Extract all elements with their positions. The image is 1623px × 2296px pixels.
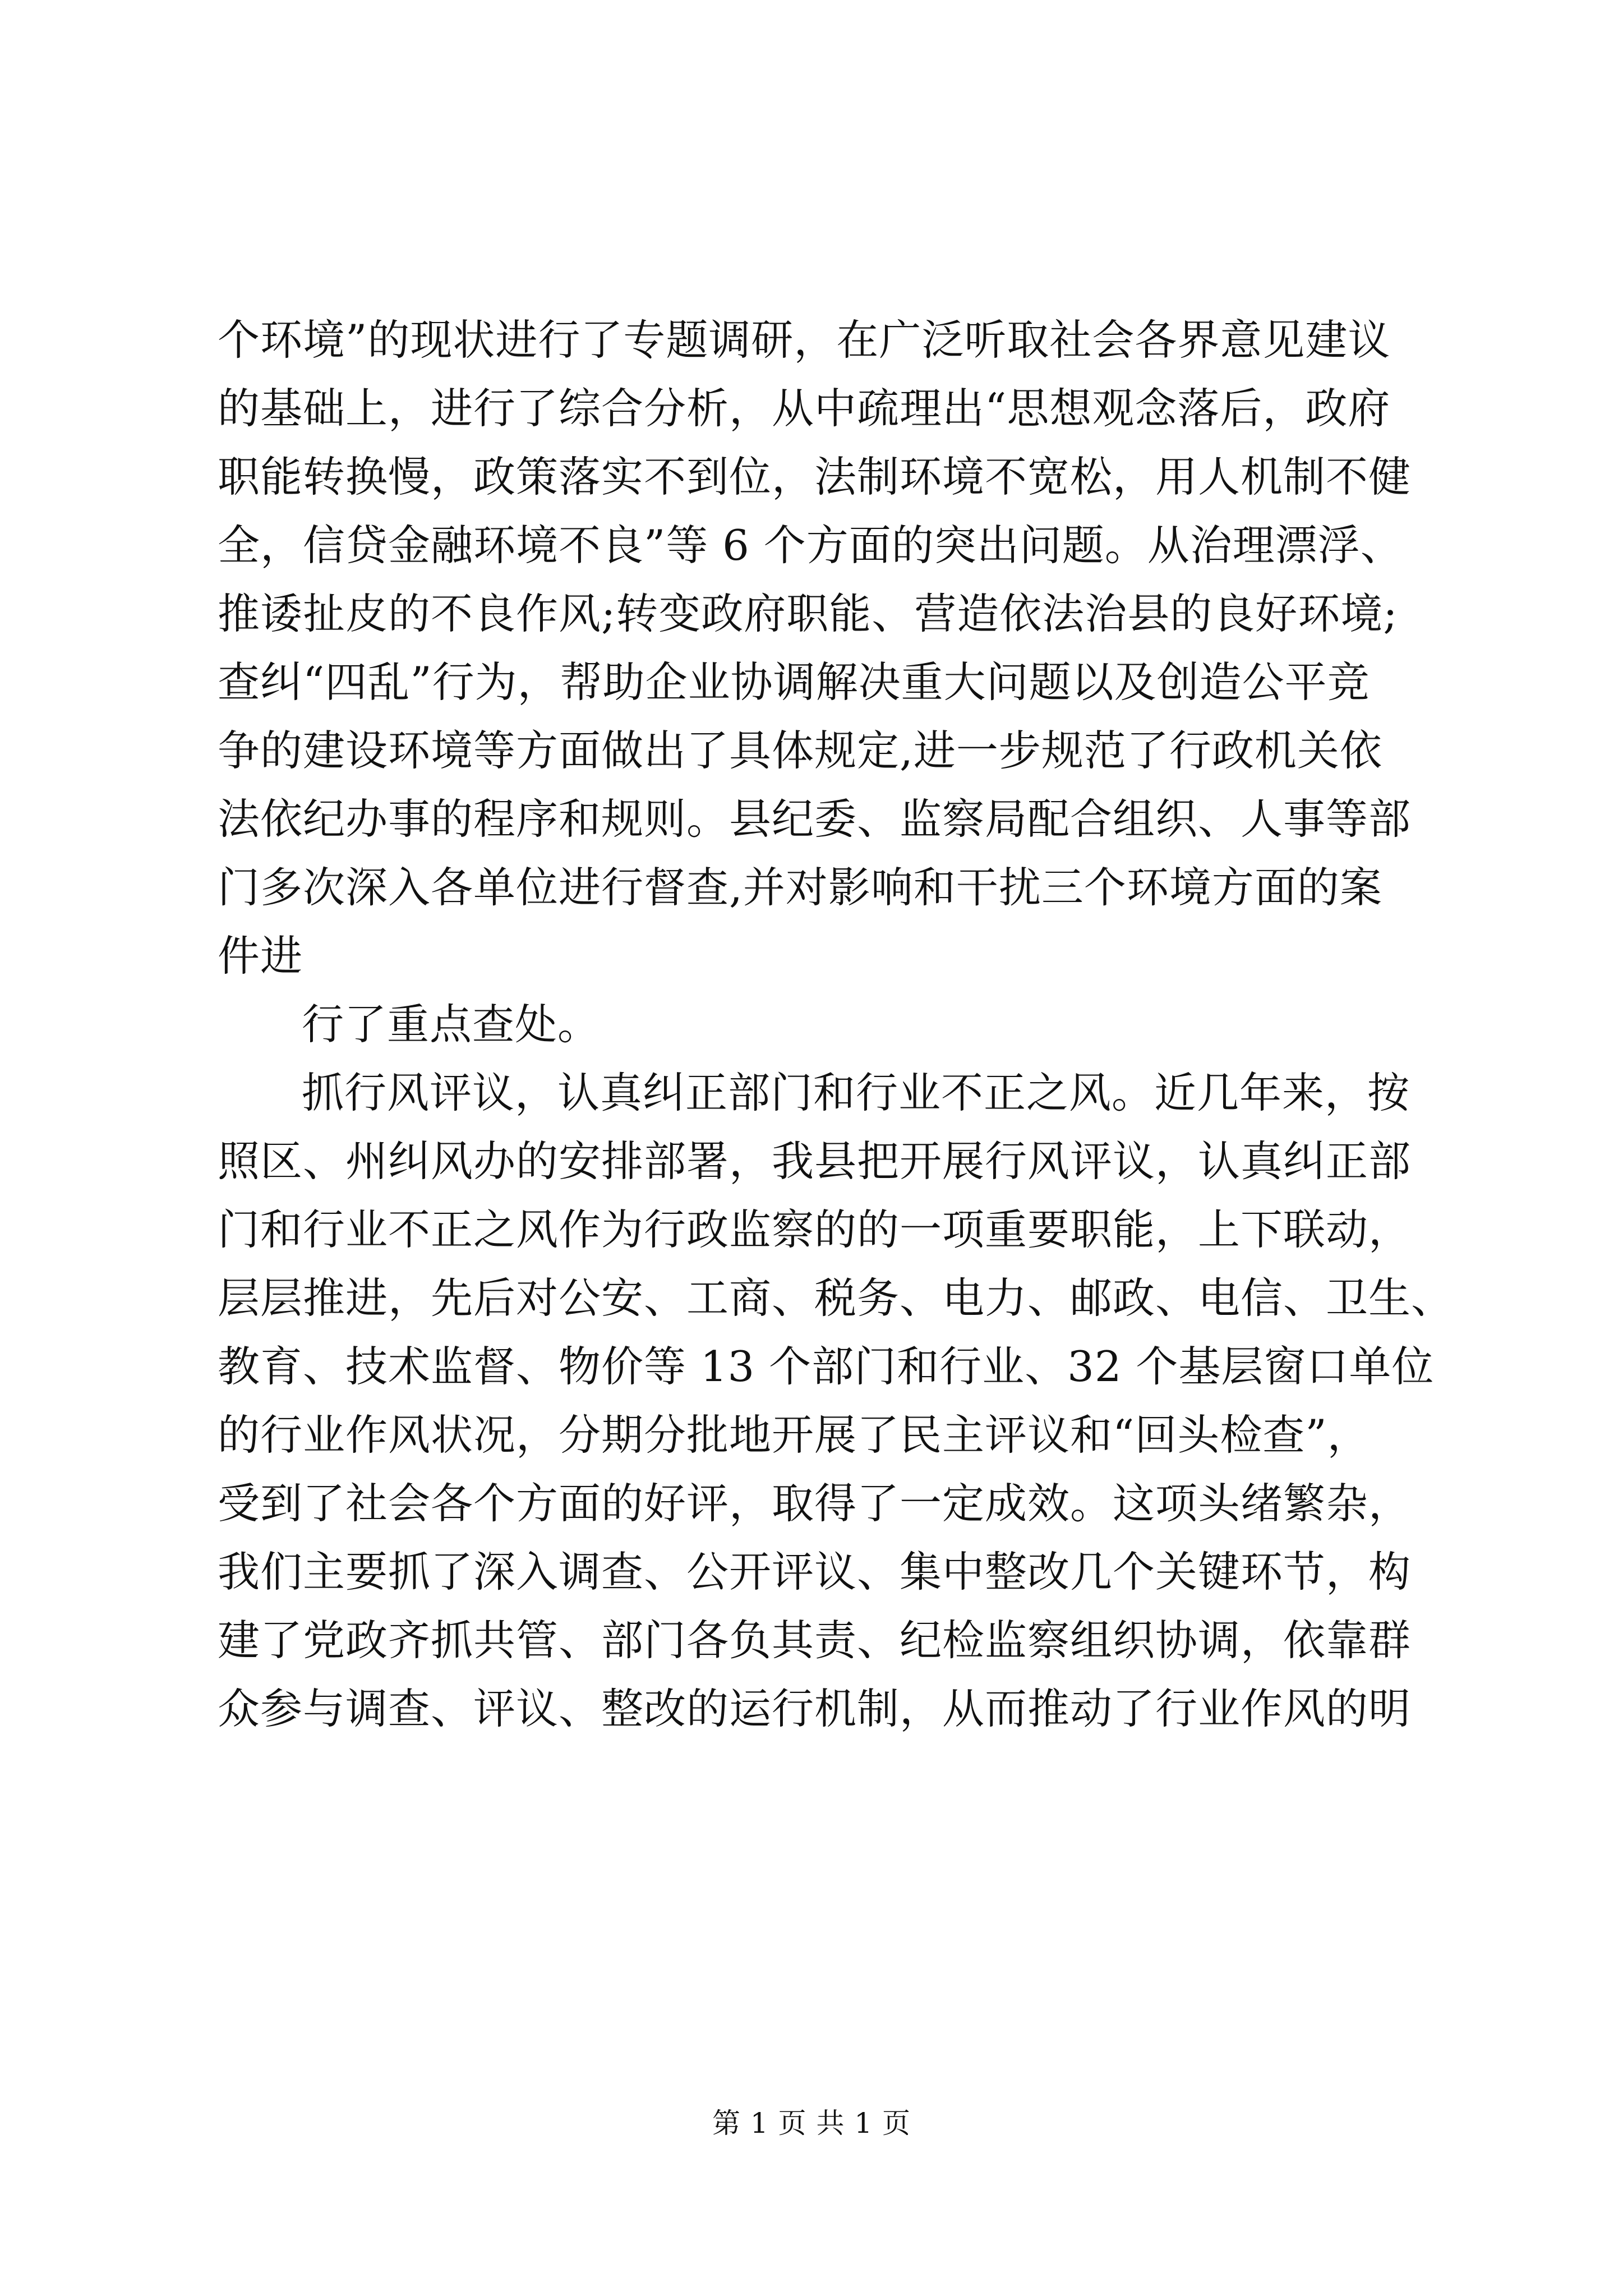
text-line: 推诿扯皮的不良作风;转变政府职能、营造依法治县的良好环境; xyxy=(218,589,1398,638)
text-line: 层层推进，先后对公安、工商、税务、电力、邮政、电信、卫生、 xyxy=(218,1273,1454,1323)
text-line: 职能转换慢，政策落实不到位，法制环境不宽松，用人机制不健 xyxy=(218,452,1412,501)
page-number-footer: 第 1 页 共 1 页 xyxy=(712,2107,911,2139)
text-line: 法依纪办事的程序和规则。县纪委、监察局配合组织、人事等部 xyxy=(218,794,1412,844)
text-line: 照区、州纠风办的安排部署，我县把开展行风评议，认真纠正部 xyxy=(218,1137,1412,1186)
text-line: 争的建设环境等方面做出了具体规定,进一步规范了行政机关依 xyxy=(218,726,1382,775)
paragraph-line: 行了重点查处。 xyxy=(302,1000,601,1049)
text-line: 建了党政齐抓共管、部门各负其责、纪检监察组织协调，依靠群 xyxy=(218,1616,1412,1665)
text-line: 查纠“四乱”行为，帮助企业协调解决重大问题以及创造公平竞 xyxy=(218,657,1370,707)
document-body xyxy=(218,306,1454,1743)
text-line: 我们主要抓了深入调查、公开评议、集中整改几个关键环节，构 xyxy=(218,1547,1412,1596)
paragraph-first-line: 抓行风评议，认真纠正部门和行业不正之风。近几年来，按 xyxy=(302,1068,1410,1117)
text-line: 众参与调查、评议、整改的运行机制，从而推动了行业作风的明 xyxy=(218,1684,1412,1733)
text-line: 件进 xyxy=(218,931,303,981)
text-line: 受到了社会各个方面的好评，取得了一定成效。这项头绪繁杂， xyxy=(218,1479,1412,1528)
text-line: 门和行业不正之风作为行政监察的的一项重要职能，上下联动， xyxy=(218,1205,1412,1254)
text-line: 门多次深入各单位进行督查,并对影响和干扰三个环境方面的案 xyxy=(218,863,1382,912)
text-line: 全，信贷金融环境不良”等 6 个方面的突出问题。从治理漂浮、 xyxy=(218,521,1403,570)
text-line: 的行业作风状况，分期分批地开展了民主评议和“回头检查”， xyxy=(218,1410,1370,1460)
text-line: 的基础上，进行了综合分析，从中疏理出“思想观念落后，政府 xyxy=(218,384,1391,433)
text-line: 个环境”的现状进行了专题调研，在广泛听取社会各界意见建议 xyxy=(218,315,1391,365)
text-line: 教育、技术监督、物价等 13 个部门和行业、32 个基层窗口单位 xyxy=(218,1342,1435,1391)
